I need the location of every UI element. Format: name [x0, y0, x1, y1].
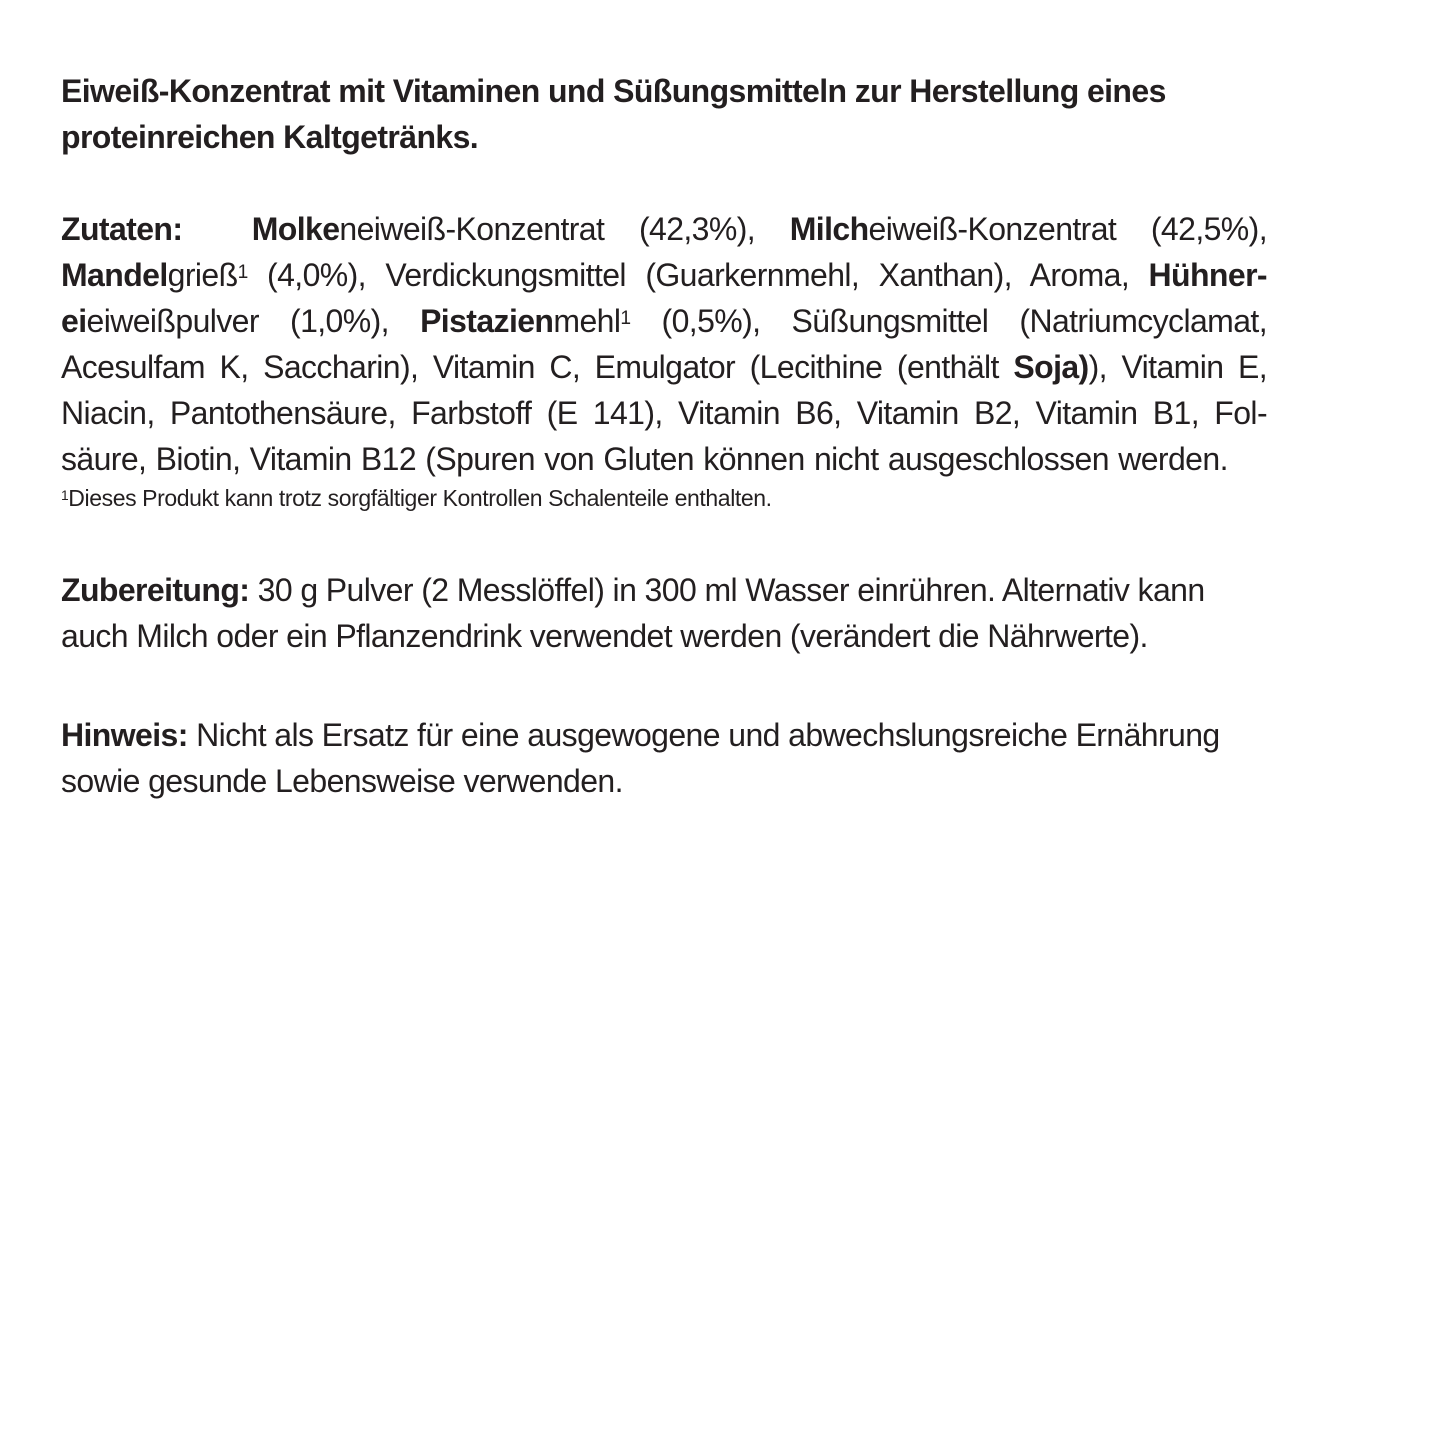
ingredient-vitamins: ), Vitamin E, Niacin, Pantothensäure, Farbstoff (E 141), Vitamin B6, Vitamin B2, Vitamin B1, Fol-säure, Biotin, Vitamin B12 (Spuren von Gluten können nicht ausgeschlossen werden. — [61, 349, 1267, 477]
notice-paragraph — [61, 712, 1267, 804]
label-document — [61, 68, 1267, 804]
preparation-text: 30 g Pulver (2 Messlöffel) in 300 ml Wasser einrühren. Alternativ kann auch Milch oder ein Pflanzendrink verwendet werden (verändert die Nährwerte). — [61, 572, 1205, 654]
preparation-paragraph — [61, 567, 1267, 659]
ingredients-label: Zutaten: — [61, 211, 183, 247]
footnote-marker: 1 — [237, 262, 248, 283]
ingredient-milk: eiweiß-Konzentrat (42,5%), — [868, 211, 1268, 247]
ingredient-whey: neiweiß-Konzentrat (42,3%), — [339, 211, 790, 247]
footnote — [61, 482, 1267, 514]
ingredient-pistachio: mehl — [553, 303, 621, 339]
notice-text: Nicht als Ersatz für eine ausgewogene und abwechslungsreiche Ernährung sowie gesunde Lebensweise verwenden. — [61, 717, 1220, 799]
ingredient-milk-bold: Milch — [789, 211, 869, 247]
ingredient-soy-bold: Soja) — [1013, 349, 1089, 385]
ingredient-sweeteners: (0,5%), Süßungsmittel (Natriumcyclamat, Acesulfam K, Saccharin), Vitamin C, Emulgator (Lecithine (enthält — [61, 303, 1267, 385]
footnote-text: Dieses Produkt kann trotz sorgfältiger Kontrollen Schalenteile enthalten. — [68, 485, 772, 511]
preparation-label: Zubereitung: — [61, 572, 250, 608]
ingredient-pistachio-bold: Pistazien — [420, 303, 554, 339]
ingredients-paragraph — [61, 206, 1267, 482]
ingredient-almond-bold: Mandel — [61, 257, 168, 293]
ingredient-almond: grieß — [167, 257, 238, 293]
ingredient-egg: eiweißpulver (1,0%), — [86, 303, 421, 339]
ingredient-egg-bold: Hühner-ei — [61, 257, 1267, 339]
footnote-marker: 1 — [620, 308, 631, 329]
ingredient-thickeners: (4,0%), Verdickungsmittel (Guarkernmehl, Xanthan), Aroma, — [247, 257, 1149, 293]
notice-label: Hinweis: — [61, 717, 188, 753]
footnote-marker: 1 — [61, 488, 69, 503]
ingredient-whey-bold: Molke — [251, 211, 340, 247]
product-title: Eiweiß-Konzentrat mit Vitaminen und Süßungsmitteln zur Herstellung eines proteinreichen Kaltgetränks. — [61, 73, 1166, 155]
